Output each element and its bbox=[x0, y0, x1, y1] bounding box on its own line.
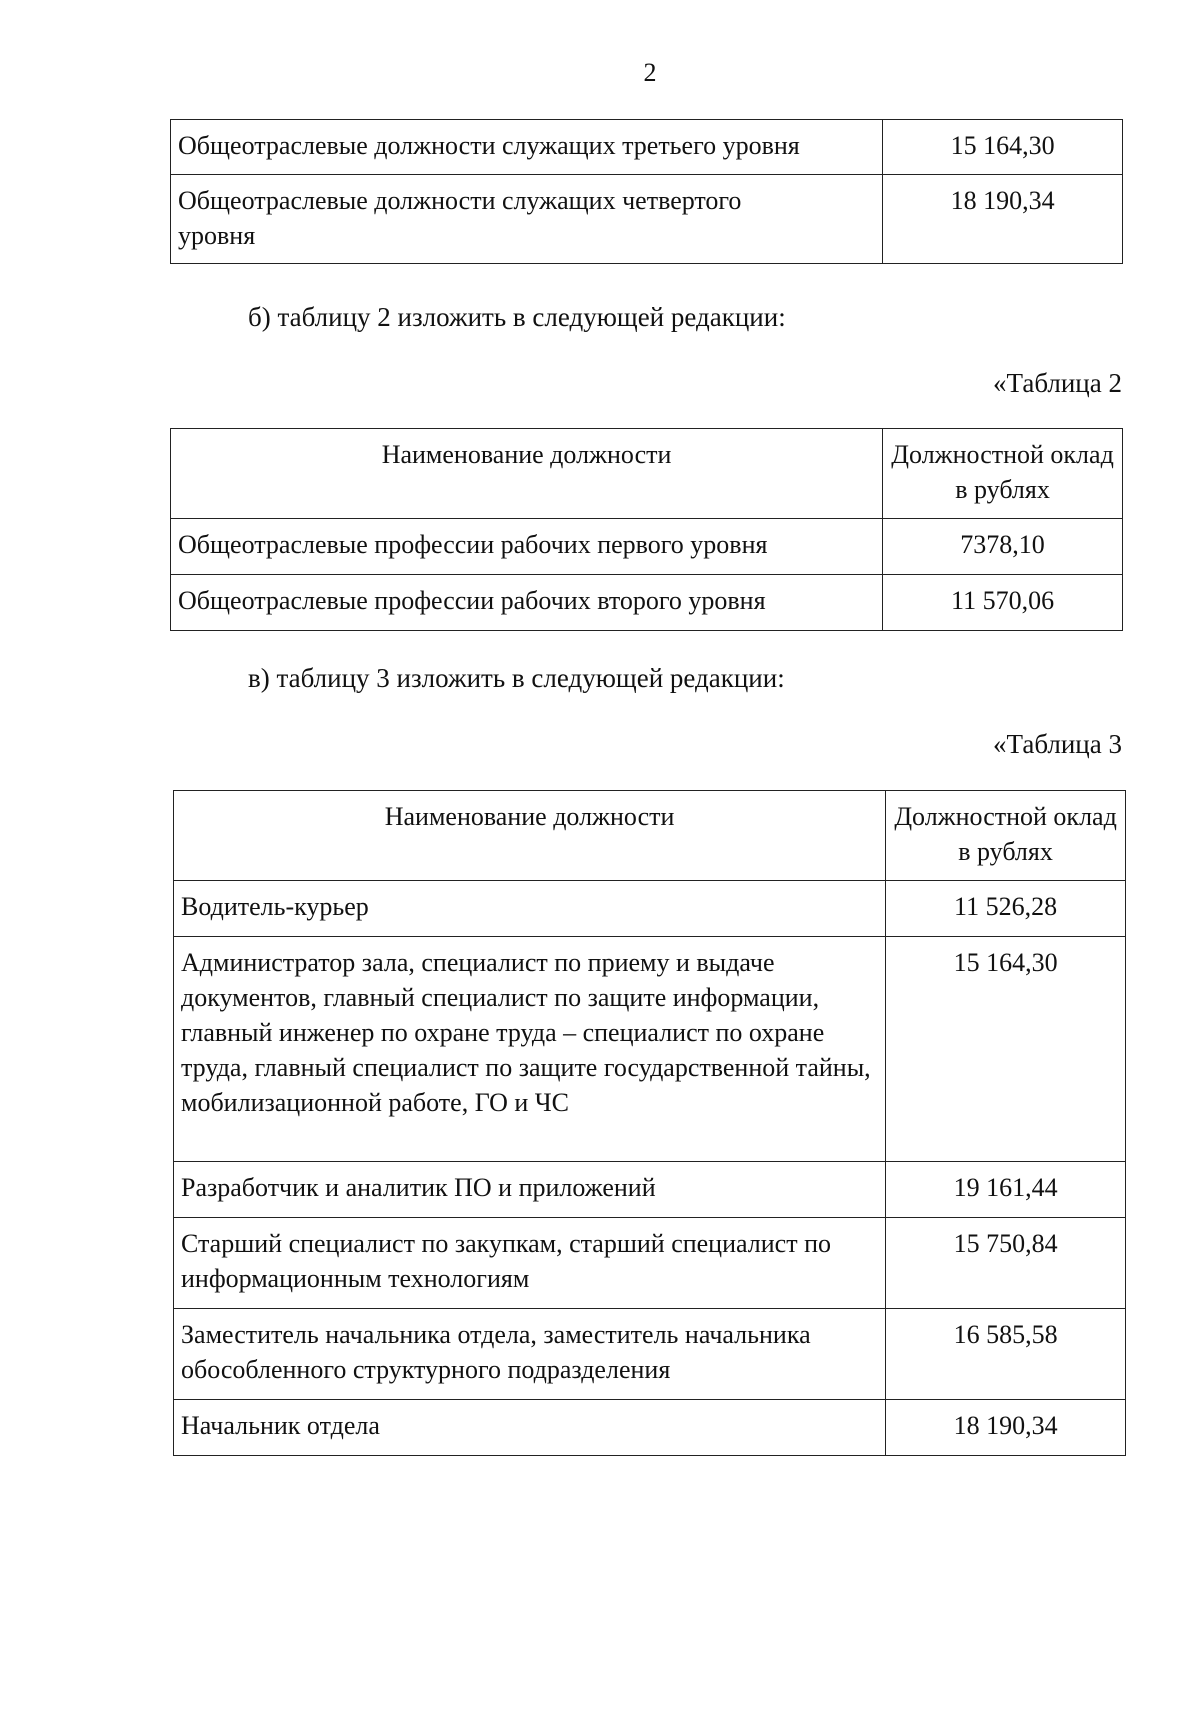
column-header-salary: Должностной оклад в рублях bbox=[886, 791, 1126, 881]
table-row bbox=[174, 937, 1126, 1162]
position-name: Общеотраслевые должности служащих четвертого уровня bbox=[171, 175, 883, 264]
paragraph-b: б) таблицу 2 изложить в следующей редакции: bbox=[248, 302, 786, 332]
position-name: Заместитель начальника отдела, заместитель начальника обособленного структурного подразделения bbox=[174, 1309, 886, 1400]
table-2-caption: «Таблица 2 bbox=[993, 368, 1122, 398]
table-row bbox=[171, 519, 1123, 575]
table-header-row bbox=[171, 429, 1123, 519]
table-2 bbox=[170, 428, 1123, 631]
position-name: Администратор зала, специалист по приему и выдаче документов, главный специалист по защите информации, главный инженер по охране труда – специалист по охране труда, главный специалист по защите государственной тайны, мобилизационной работе, ГО и ЧС bbox=[174, 937, 886, 1162]
salary-value: 18 190,34 bbox=[886, 1400, 1126, 1456]
position-name: Начальник отдела bbox=[174, 1400, 886, 1456]
table-row bbox=[174, 1309, 1126, 1400]
page-number: 2 bbox=[643, 58, 657, 87]
salary-value: 7378,10 bbox=[883, 519, 1123, 575]
table-row bbox=[174, 1218, 1126, 1309]
salary-value: 15 750,84 bbox=[886, 1218, 1126, 1309]
table-row bbox=[174, 1400, 1126, 1456]
salary-value: 19 161,44 bbox=[886, 1162, 1126, 1218]
table-3-caption: «Таблица 3 bbox=[993, 729, 1122, 759]
column-header-salary: Должностной оклад в рублях bbox=[883, 429, 1123, 519]
salary-value: 15 164,30 bbox=[886, 937, 1126, 1162]
position-name: Разработчик и аналитик ПО и приложений bbox=[174, 1162, 886, 1218]
table-continuation bbox=[170, 119, 1123, 264]
position-name: Общеотраслевые профессии рабочих второго уровня bbox=[171, 575, 883, 631]
salary-value: 11 526,28 bbox=[886, 881, 1126, 937]
table-header-row bbox=[174, 791, 1126, 881]
table-row bbox=[174, 881, 1126, 937]
position-name: Старший специалист по закупкам, старший специалист по информационным технологиям bbox=[174, 1218, 886, 1309]
position-name: Общеотраслевые должности служащих третьего уровня bbox=[171, 120, 883, 175]
position-name: Водитель-курьер bbox=[174, 881, 886, 937]
table-row bbox=[171, 575, 1123, 631]
salary-value: 18 190,34 bbox=[883, 175, 1123, 264]
salary-value: 15 164,30 bbox=[883, 120, 1123, 175]
table-row bbox=[171, 120, 1123, 175]
table-row bbox=[171, 175, 1123, 264]
column-header-name: Наименование должности bbox=[174, 791, 886, 881]
paragraph-v: в) таблицу 3 изложить в следующей редакции: bbox=[248, 663, 785, 693]
salary-value: 11 570,06 bbox=[883, 575, 1123, 631]
column-header-name: Наименование должности bbox=[171, 429, 883, 519]
position-name: Общеотраслевые профессии рабочих первого уровня bbox=[171, 519, 883, 575]
salary-value: 16 585,58 bbox=[886, 1309, 1126, 1400]
table-row bbox=[174, 1162, 1126, 1218]
table-3 bbox=[173, 790, 1126, 1456]
